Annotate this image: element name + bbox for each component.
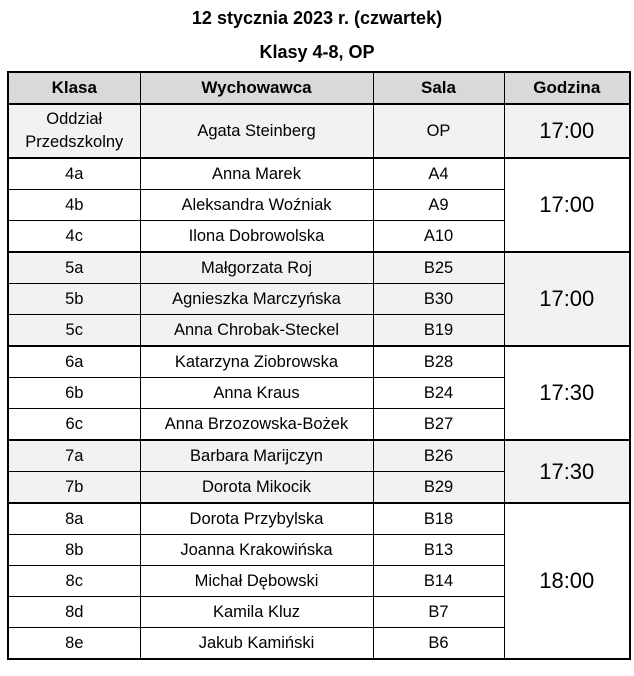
cell-klasa: 4a (8, 158, 140, 190)
table-row (8, 158, 630, 190)
cell-wychowawca: Kamila Kluz (140, 597, 373, 628)
cell-sala: B25 (373, 252, 504, 284)
column-header-sala: Sala (373, 72, 504, 104)
cell-godzina: 17:00 (504, 252, 630, 346)
page-subtitle: Klasy 4-8, OP (259, 42, 375, 62)
cell-wychowawca: Jakub Kamiński (140, 628, 373, 660)
cell-wychowawca: Barbara Marijczyn (140, 440, 373, 472)
table-row (8, 346, 630, 378)
cell-klasa: 7b (8, 472, 140, 504)
cell-klasa: 8a (8, 503, 140, 535)
cell-sala: B26 (373, 440, 504, 472)
cell-wychowawca: Michał Dębowski (140, 566, 373, 597)
cell-wychowawca: Dorota Mikocik (140, 472, 373, 504)
cell-klasa (8, 104, 140, 158)
cell-wychowawca: Katarzyna Ziobrowska (140, 346, 373, 378)
cell-wychowawca: Anna Marek (140, 158, 373, 190)
cell-sala: B14 (373, 566, 504, 597)
cell-godzina: 18:00 (504, 503, 630, 659)
cell-sala: A10 (373, 221, 504, 253)
cell-sala: B29 (373, 472, 504, 504)
cell-sala: A4 (373, 158, 504, 190)
cell-sala: B28 (373, 346, 504, 378)
table-row (8, 440, 630, 472)
cell-klasa: 4b (8, 190, 140, 221)
cell-klasa: 8c (8, 566, 140, 597)
cell-klasa: 6c (8, 409, 140, 441)
cell-sala: B27 (373, 409, 504, 441)
cell-klasa: 6b (8, 378, 140, 409)
cell-sala: OP (373, 104, 504, 158)
column-header-klasa: Klasa (8, 72, 140, 104)
cell-wychowawca: Aleksandra Woźniak (140, 190, 373, 221)
cell-sala: A9 (373, 190, 504, 221)
cell-klasa-line1: Oddział (46, 110, 103, 128)
cell-klasa: 5b (8, 284, 140, 315)
cell-wychowawca: Anna Kraus (140, 378, 373, 409)
cell-klasa: 8d (8, 597, 140, 628)
cell-wychowawca: Agnieszka Marczyńska (140, 284, 373, 315)
cell-godzina: 17:30 (504, 440, 630, 503)
table-row (8, 503, 630, 535)
cell-klasa: 8e (8, 628, 140, 660)
column-header-godzina: Godzina (504, 72, 630, 104)
cell-godzina: 17:00 (504, 158, 630, 252)
cell-wychowawca: Joanna Krakowińska (140, 535, 373, 566)
cell-wychowawca: Anna Chrobak-Steckel (140, 315, 373, 347)
table-row (8, 252, 630, 284)
cell-godzina: 17:30 (504, 346, 630, 440)
cell-klasa-line2: Przedszkolny (25, 133, 124, 151)
cell-wychowawca: Agata Steinberg (140, 104, 373, 158)
cell-sala: B19 (373, 315, 504, 347)
cell-klasa: 5a (8, 252, 140, 284)
page-title: 12 stycznia 2023 r. (czwartek) (191, 8, 443, 28)
cell-godzina: 17:00 (504, 104, 630, 158)
cell-wychowawca: Dorota Przybylska (140, 503, 373, 535)
schedule-table (7, 71, 631, 660)
cell-klasa: 6a (8, 346, 140, 378)
cell-wychowawca: Anna Brzozowska-Bożek (140, 409, 373, 441)
cell-sala: B13 (373, 535, 504, 566)
cell-sala: B24 (373, 378, 504, 409)
cell-sala: B6 (373, 628, 504, 660)
cell-sala: B7 (373, 597, 504, 628)
column-header-wychowawca: Wychowawca (140, 72, 373, 104)
table-row (8, 104, 630, 158)
cell-klasa: 4c (8, 221, 140, 253)
cell-klasa: 8b (8, 535, 140, 566)
cell-klasa: 5c (8, 315, 140, 347)
cell-wychowawca: Ilona Dobrowolska (140, 221, 373, 253)
cell-wychowawca: Małgorzata Roj (140, 252, 373, 284)
table-header-row (8, 72, 630, 104)
cell-klasa: 7a (8, 440, 140, 472)
cell-sala: B18 (373, 503, 504, 535)
cell-sala: B30 (373, 284, 504, 315)
